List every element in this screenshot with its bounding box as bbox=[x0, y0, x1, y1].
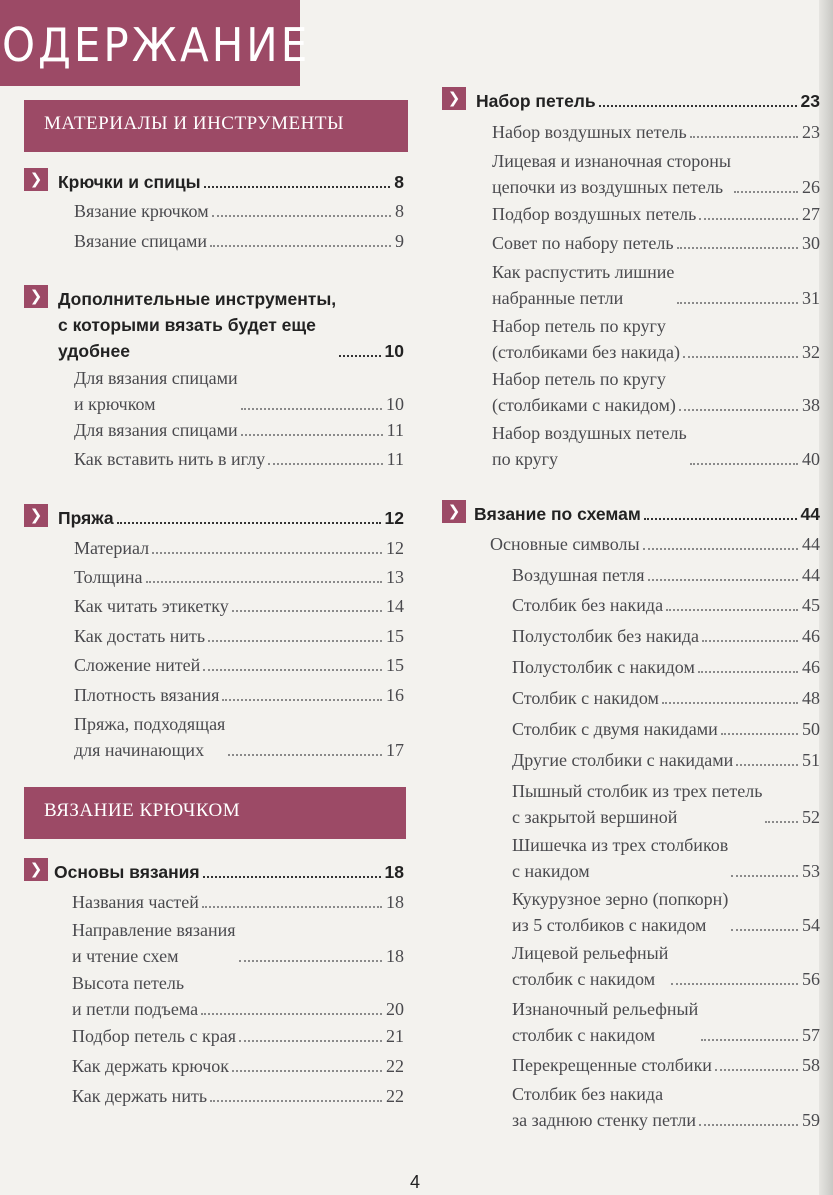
toc-entry[interactable]: Подбор петель с края 21 bbox=[72, 1026, 404, 1046]
toc-entry[interactable]: Перекрещенные столбики 58 bbox=[512, 1055, 820, 1075]
toc-entry[interactable]: Пряжа, подходящая для начинающих 17 bbox=[74, 714, 404, 760]
chevron-right-icon: ❯ bbox=[24, 858, 48, 881]
toc-entry[interactable]: Названия частей 18 bbox=[72, 892, 404, 912]
section-materials: МАТЕРИАЛЫ И ИНСТРУМЕНТЫ bbox=[24, 100, 408, 152]
toc-entry[interactable]: Плотность вязания 16 bbox=[74, 685, 404, 705]
toc-entry[interactable]: Лицевая и изнаночная стороны цепочки из воздушных петель 26 bbox=[492, 151, 820, 197]
toc-entry[interactable]: Для вязания спицами 11 bbox=[74, 420, 404, 440]
toc-entry[interactable]: Направление вязания и чтение схем 18 bbox=[72, 920, 404, 966]
toc-entry[interactable]: Для вязания спицами и крючком 10 bbox=[74, 368, 404, 414]
toc-entry[interactable]: Лицевой рельефный столбик с накидом 56 bbox=[512, 943, 820, 989]
toc-entry[interactable]: Столбик с двумя накидами 50 bbox=[512, 719, 820, 739]
toc-entry[interactable]: Столбик без накида за заднюю стенку петли 59 bbox=[512, 1084, 820, 1130]
toc-entry[interactable]: Набор воздушных петель 23 bbox=[492, 122, 820, 142]
chevron-right-icon: ❯ bbox=[442, 87, 466, 110]
toc-entry[interactable]: Совет по набору петель 30 bbox=[492, 233, 820, 253]
page-title: ОДЕРЖАНИЕ bbox=[2, 18, 311, 72]
toc-entry[interactable]: Столбик с накидом 48 bbox=[512, 688, 820, 708]
toc-entry[interactable]: Как распустить лишние набранные петли 31 bbox=[492, 262, 820, 308]
toc-entry[interactable]: Столбик без накида 45 bbox=[512, 595, 820, 615]
toc-entry[interactable]: Воздушная петля 44 bbox=[512, 565, 820, 585]
toc-entry[interactable]: Полустолбик с накидом 46 bbox=[512, 657, 820, 677]
toc-entry[interactable]: Набор воздушных петель по кругу 40 bbox=[492, 423, 820, 469]
toc-entry[interactable]: Кукурузное зерно (попкорн) из 5 столбиков с накидом 54 bbox=[512, 889, 820, 935]
toc-entry[interactable]: Материал 12 bbox=[74, 538, 404, 558]
toc-entry[interactable]: Толщина 13 bbox=[74, 567, 404, 587]
toc-entry[interactable]: Набор петель по кругу (столбиками с накидом) 38 bbox=[492, 369, 820, 415]
toc-heading[interactable]: Основы вязания 18 bbox=[54, 862, 404, 882]
chevron-right-icon: ❯ bbox=[442, 500, 466, 523]
toc-entry[interactable]: Подбор воздушных петель 27 bbox=[492, 204, 820, 224]
toc-entry[interactable]: Сложение нитей 15 bbox=[74, 655, 404, 675]
toc-entry[interactable]: Другие столбики с накидами 51 bbox=[512, 750, 820, 770]
toc-entry[interactable]: Вязание крючком 8 bbox=[74, 201, 404, 221]
toc-entry[interactable]: Как держать крючок 22 bbox=[72, 1056, 404, 1076]
toc-heading[interactable]: Вязание по схемам 44 bbox=[474, 504, 820, 524]
toc-entry[interactable]: Высота петель и петли подъема 20 bbox=[72, 973, 404, 1019]
chevron-right-icon: ❯ bbox=[24, 504, 48, 527]
page-edge bbox=[819, 0, 833, 1195]
section-crochet: ВЯЗАНИЕ КРЮЧКОМ bbox=[24, 787, 406, 839]
toc-heading[interactable]: Набор петель 23 bbox=[476, 91, 820, 111]
chevron-right-icon: ❯ bbox=[24, 285, 48, 308]
toc-heading[interactable]: Пряжа 12 bbox=[58, 508, 404, 528]
page-number: 4 bbox=[410, 1172, 421, 1192]
toc-entry[interactable]: Шишечка из трех столбиков с накидом 53 bbox=[512, 835, 820, 881]
toc-entry[interactable]: Основные символы 44 bbox=[490, 534, 820, 554]
toc-entry[interactable]: Как достать нить 15 bbox=[74, 626, 404, 646]
title-band bbox=[0, 0, 311, 86]
toc-entry[interactable]: Пышный столбик из трех петель с закрытой вершиной 52 bbox=[512, 781, 820, 827]
toc-entry[interactable]: Изнаночный рельефный столбик с накидом 57 bbox=[512, 999, 820, 1045]
chevron-right-icon: ❯ bbox=[24, 168, 48, 191]
toc-heading[interactable]: Дополнительные инструменты, с которыми вязать будет еще удобнее 10 bbox=[58, 289, 404, 361]
toc-entry[interactable]: Как читать этикетку 14 bbox=[74, 596, 404, 616]
toc-heading[interactable]: Крючки и спицы 8 bbox=[58, 172, 404, 192]
toc-entry[interactable]: Набор петель по кругу (столбиками без накида) 32 bbox=[492, 316, 820, 362]
toc-entry[interactable]: Полустолбик без накида 46 bbox=[512, 626, 820, 646]
toc-entry[interactable]: Как вставить нить в иглу 11 bbox=[74, 449, 404, 469]
toc-entry[interactable]: Как держать нить 22 bbox=[72, 1086, 404, 1106]
toc-entry[interactable]: Вязание спицами 9 bbox=[74, 231, 404, 251]
